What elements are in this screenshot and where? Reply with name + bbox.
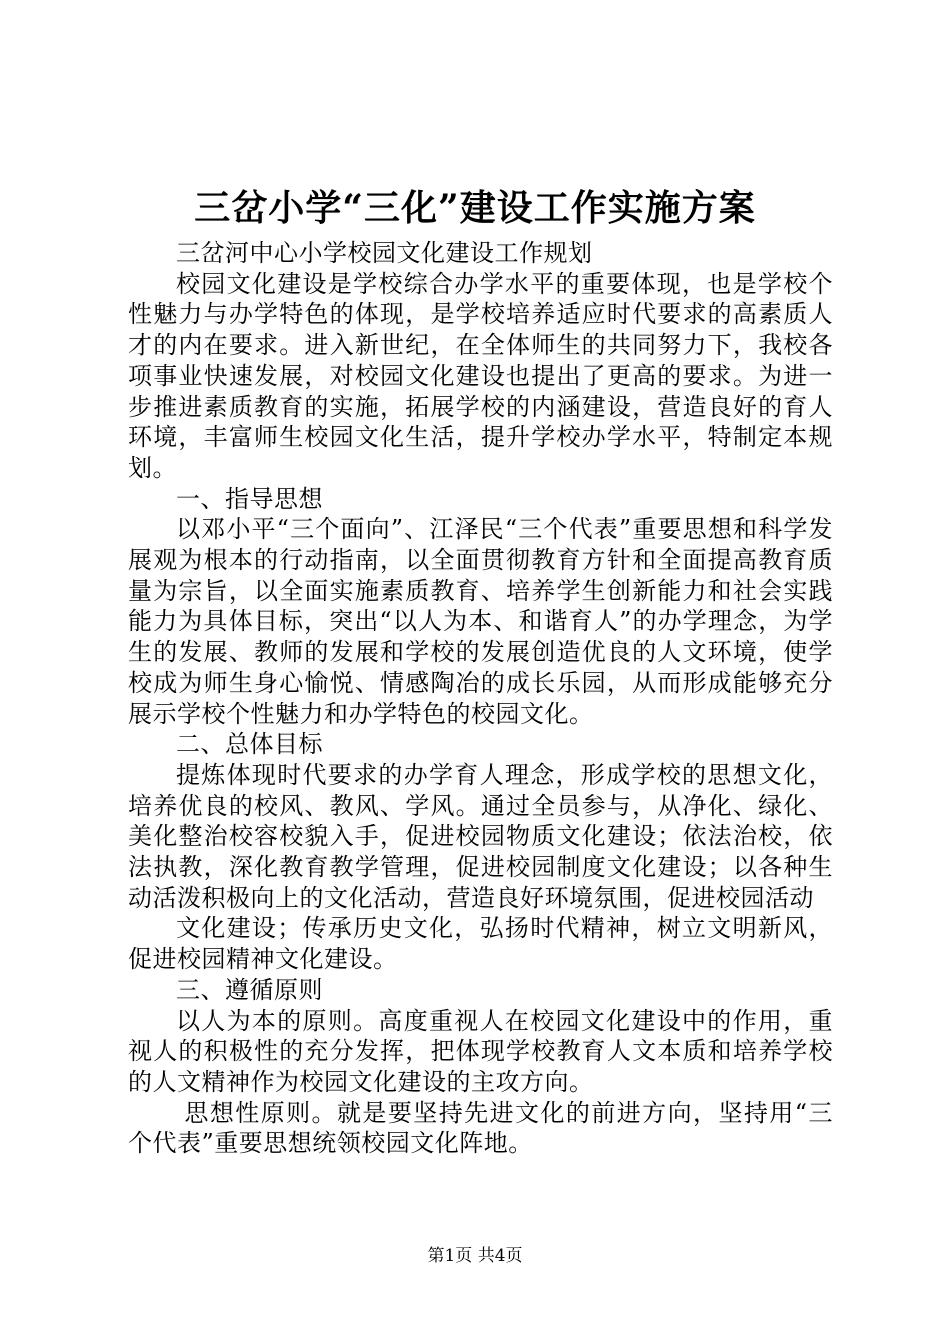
heading-principles: 三、遵循原则 [176,975,323,1004]
paragraph-overall-goal-continued: 文化建设；传承历史文化，弘扬时代精神，树立文明新风，促进校园精神文化建设。 [128,914,833,974]
document-body [128,238,833,1159]
heading-guiding-ideology: 一、指导思想 [176,484,323,513]
paragraph-subtitle: 三岔河中心小学校园文化建设工作规划 [176,239,593,267]
paragraph-people-oriented: 以人为本的原则。高度重视人在校园文化建设中的作用，重视人的积极性的充分发挥，把体现学校教育人文本质和培养学校的人文精神作为校园文化建设的主攻方向。 [128,1006,833,1096]
paragraph-guiding-ideology: 以邓小平“三个面向”、江泽民“三个代表”重要思想和科学发展观为根本的行动指南，以全面贯彻教育方针和全面提高教育质量为宗旨，以全面实施素质教育、培养学生创新能力和社会实践能力为具体目标，突出“以人为本、和谐育人”的办学理念，为学生的发展、教师的发展和学校的发展创造优良的人文环境，使学校成为师生身心愉悦、情感陶冶的成长乐园，从而形成能够充分展示学校个性魅力和办学特色的校园文化。 [128,515,833,728]
heading-overall-goal: 二、总体目标 [176,730,323,759]
paragraph-ideological-principle: 思想性原则。就是要坚持先进文化的前进方向，坚持用“三个代表”重要思想统领校园文化阵地。 [128,1098,833,1158]
page-number-footer: 第1页 共4页 [427,1246,523,1266]
document-title: 三岔小学“三化”建设工作实施方案 [194,187,756,229]
paragraph-intro: 校园文化建设是学校综合办学水平的重要体现，也是学校个性魅力与办学特色的体现，是学校培养适应时代要求的高素质人才的内在要求。进入新世纪，在全体师生的共同努力下，我校各项事业快速发展，对校园文化建设也提出了更高的要求。为进一步推进素质教育的实施，拓展学校的内涵建设，营造良好的育人环境，丰富师生校园文化生活，提升学校办学水平，特制定本规划。 [128,269,833,482]
paragraph-overall-goal: 提炼体现时代要求的办学育人理念，形成学校的思想文化，培养优良的校风、教风、学风。通过全员参与，从净化、绿化、美化整治校容校貌入手，促进校园物质文化建设；依法治校，依法执教，深化教育教学管理，促进校园制度文化建设；以各种生动活泼积极向上的文化活动，营造良好环境氛围，促进校园活动 [128,760,833,912]
